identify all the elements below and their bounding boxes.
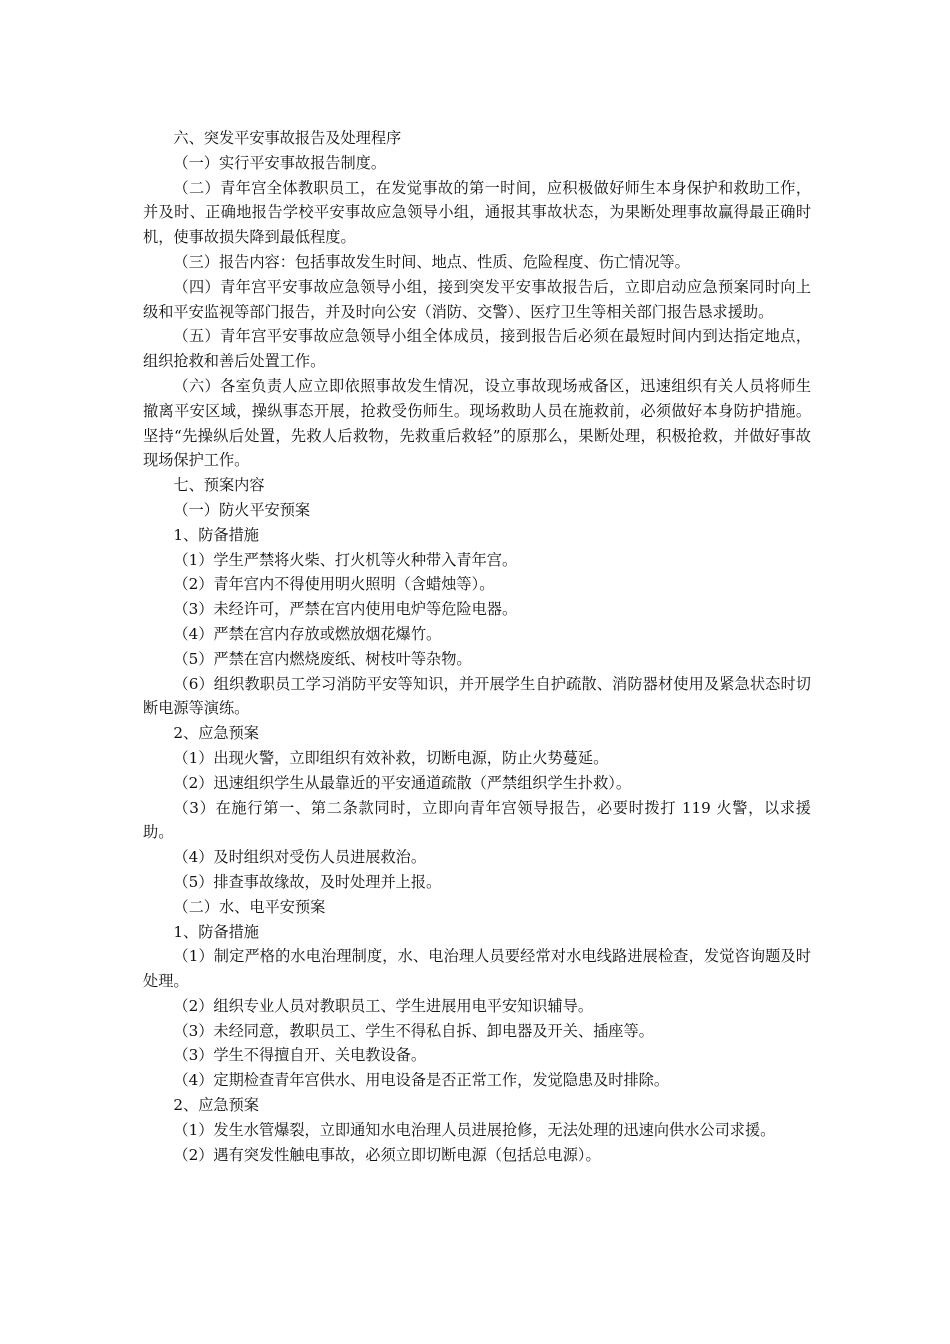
list-item: （2）组织专业人员对教职员工、学生进展用电平安知识辅导。 (173, 996, 594, 1015)
list-item: （3）未经许可，严禁在宫内使用电炉等危险电器。 (173, 600, 518, 619)
paragraph: （六）各室负责人应立即依照事故发生情况，设立事故现场戒备区，迅速组织有关人员将师生撤离平安区域，操纵事态开展，抢救受伤师生。现场救助人员在施救前，必须做好本身防护措施。坚持“先操纵后处置，先救人后救物，先救重后救轻”的原那么，果断处理，积极抢救，并做好事故现场保护工作。 (143, 376, 811, 470)
list-item: （4）定期检查青年宫供水、用电设备是否正常工作，发觉隐患及时排除。 (173, 1071, 670, 1090)
list-item: （2）迅速组织学生从最靠近的平安通道疏散（严禁组织学生扑救）。 (173, 773, 632, 792)
list-item: （2）青年宫内不得使用明火照明（含蜡烛等）。 (173, 575, 495, 594)
subsection-heading: （二）水、电平安预案 (173, 897, 326, 916)
subsection-heading: （一）防火平安预案 (173, 500, 311, 519)
subsection-heading: 2、应急预案 (173, 724, 259, 743)
section-heading: 七、预案内容 (173, 476, 265, 495)
paragraph: （三）报告内容：包括事故发生时间、地点、性质、危险程度、伤亡情况等。 (173, 252, 690, 271)
list-item: （3）在施行第一、第二条款同时，立即向青年宫领导报告，必要时拨打 119 火警，以求援助。 (143, 798, 811, 842)
paragraph: （二）青年宫全体教职员工，在发觉事故的第一时间，应积极做好师生本身保护和救助工作，并及时、正确地报告学校平安事故应急领导小组，通报其事故状态，为果断处理事故赢得最正确时机，使事故损失降到最低程度。 (143, 178, 811, 247)
list-item: （3）学生不得擅自开、关电教设备。 (173, 1046, 427, 1065)
subsection-heading: 1、防备措施 (173, 525, 259, 544)
list-item: （1）学生严禁将火柴、打火机等火种带入青年宫。 (173, 550, 518, 569)
list-item: （3）未经同意，教职员工、学生不得私自拆、卸电器及开关、插座等。 (173, 1021, 654, 1040)
list-item: （2）遇有突发性触电事故，必须立即切断电源（包括总电源）。 (173, 1145, 601, 1164)
list-item: （6）组织教职员工学习消防平安等知识，并开展学生自护疏散、消防器材使用及紧急状态时切断电源等演练。 (143, 674, 811, 718)
paragraph: （一）实行平安事故报告制度。 (173, 153, 387, 172)
section-heading: 六、突发平安事故报告及处理程序 (173, 129, 402, 147)
list-item: （1）出现火警，立即组织有效补救，切断电源，防止火势蔓延。 (173, 748, 609, 767)
list-item: （4）及时组织对受伤人员进展救治。 (173, 848, 427, 867)
list-item: （1）制定严格的水电治理制度，水、电治理人员要经常对水电线路进展检查，发觉咨询题及时处理。 (143, 947, 811, 991)
paragraph: （四）青年宫平安事故应急领导小组，接到突发平安事故报告后，立即启动应急预案同时向上级和平安监视等部门报告，并及时向公安（消防、交警）、医疗卫生等相关部门报告恳求援助。 (143, 277, 811, 321)
paragraph: （五）青年宫平安事故应急领导小组全体成员，接到报告后必须在最短时间内到达指定地点，组织抢救和善后处置工作。 (143, 327, 811, 371)
document-page (143, 126, 811, 1167)
list-item: （4）严禁在宫内存放或燃放烟花爆竹。 (173, 624, 442, 643)
subsection-heading: 2、应急预案 (173, 1096, 259, 1115)
list-item: （1）发生水管爆裂，立即通知水电治理人员进展抢修，无法处理的迅速向供水公司求援。 (173, 1120, 776, 1139)
list-item: （5）排查事故缘故，及时处理并上报。 (173, 872, 442, 891)
list-item: （5）严禁在宫内燃烧废纸、树枝叶等杂物。 (173, 649, 472, 668)
subsection-heading: 1、防备措施 (173, 922, 259, 941)
